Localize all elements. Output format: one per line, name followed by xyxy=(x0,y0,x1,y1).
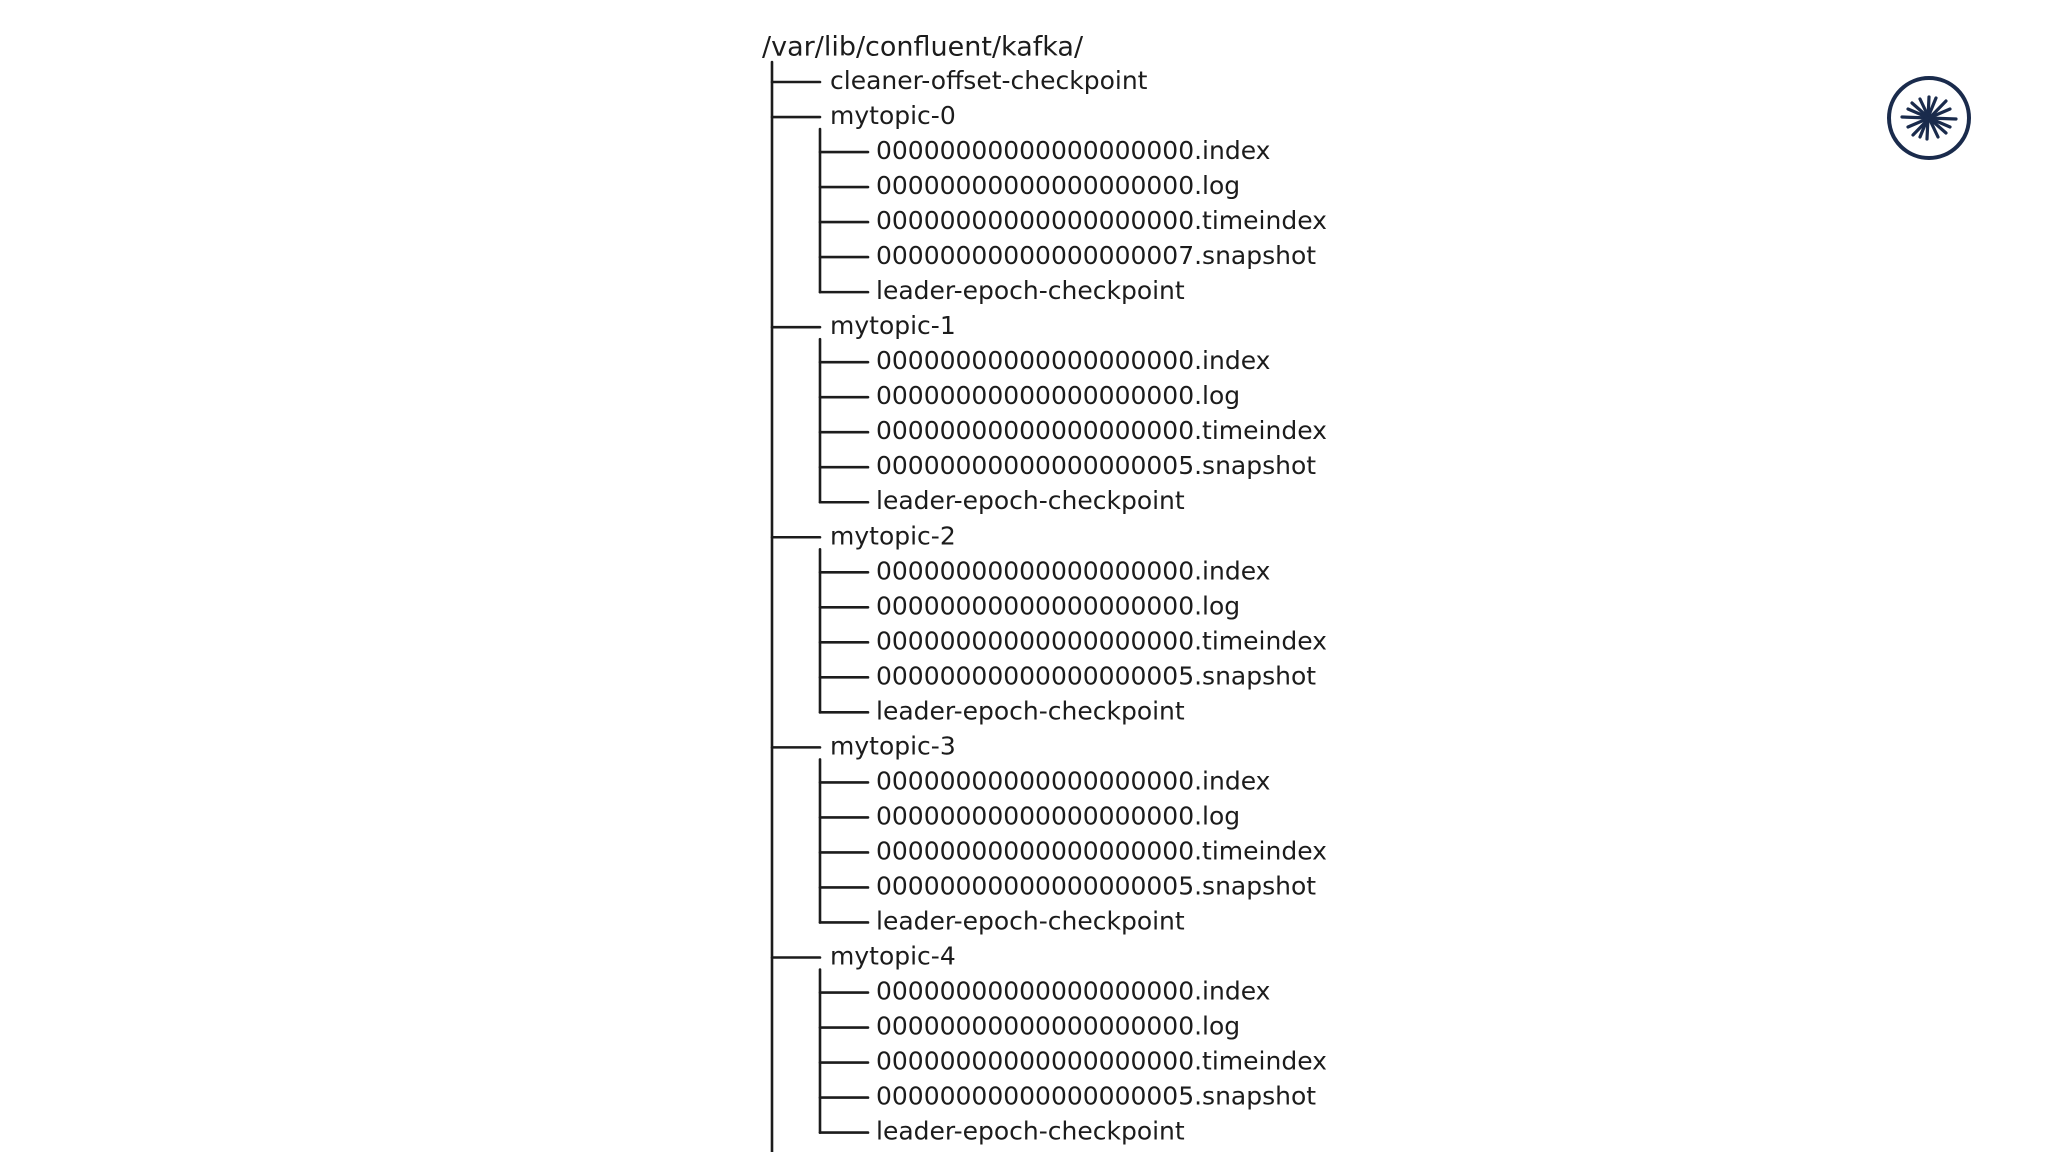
file-label: 00000000000000000005.snapshot xyxy=(876,1081,1317,1111)
file-label: leader-epoch-checkpoint xyxy=(876,276,1185,306)
file-label: leader-epoch-checkpoint xyxy=(876,486,1185,516)
file-label: 00000000000000000000.timeindex xyxy=(876,1046,1327,1076)
file-label: 00000000000000000000.timeindex xyxy=(876,206,1327,236)
folder-label: mytopic-0 xyxy=(830,101,956,131)
file-label: 00000000000000000000.index xyxy=(876,136,1271,166)
file-label: leader-epoch-checkpoint xyxy=(876,1116,1185,1146)
file-label: 00000000000000000000.log xyxy=(876,381,1241,411)
file-label: 00000000000000000000.index xyxy=(876,766,1271,796)
file-label: 00000000000000000005.snapshot xyxy=(876,661,1317,691)
file-label: 00000000000000000007.snapshot xyxy=(876,241,1317,271)
folder-label: mytopic-1 xyxy=(830,311,956,341)
folder-label: mytopic-2 xyxy=(830,521,956,551)
file-label: 00000000000000000000.timeindex xyxy=(876,416,1327,446)
file-label: 00000000000000000000.log xyxy=(876,1011,1241,1041)
file-label: 00000000000000000000.timeindex xyxy=(876,836,1327,866)
file-label: 00000000000000000000.index xyxy=(876,976,1271,1006)
file-label: 00000000000000000000.index xyxy=(876,346,1271,376)
file-label: 00000000000000000000.index xyxy=(876,556,1271,586)
root-path: /var/lib/confluent/kafka/ xyxy=(762,31,1084,63)
file-label: 00000000000000000005.snapshot xyxy=(876,451,1317,481)
file-label: leader-epoch-checkpoint xyxy=(876,906,1185,936)
file-label: cleaner-offset-checkpoint xyxy=(830,66,1148,95)
file-label: 00000000000000000000.log xyxy=(876,171,1241,201)
folder-label: mytopic-4 xyxy=(830,941,956,971)
file-label: 00000000000000000000.log xyxy=(876,801,1241,831)
confluent-logo-icon xyxy=(1886,75,1972,161)
file-label: 00000000000000000005.snapshot xyxy=(876,871,1317,901)
file-label: leader-epoch-checkpoint xyxy=(876,696,1185,726)
file-label: 00000000000000000000.log xyxy=(876,591,1241,621)
file-label: 00000000000000000000.timeindex xyxy=(876,626,1327,656)
folder-label: mytopic-3 xyxy=(830,731,956,761)
